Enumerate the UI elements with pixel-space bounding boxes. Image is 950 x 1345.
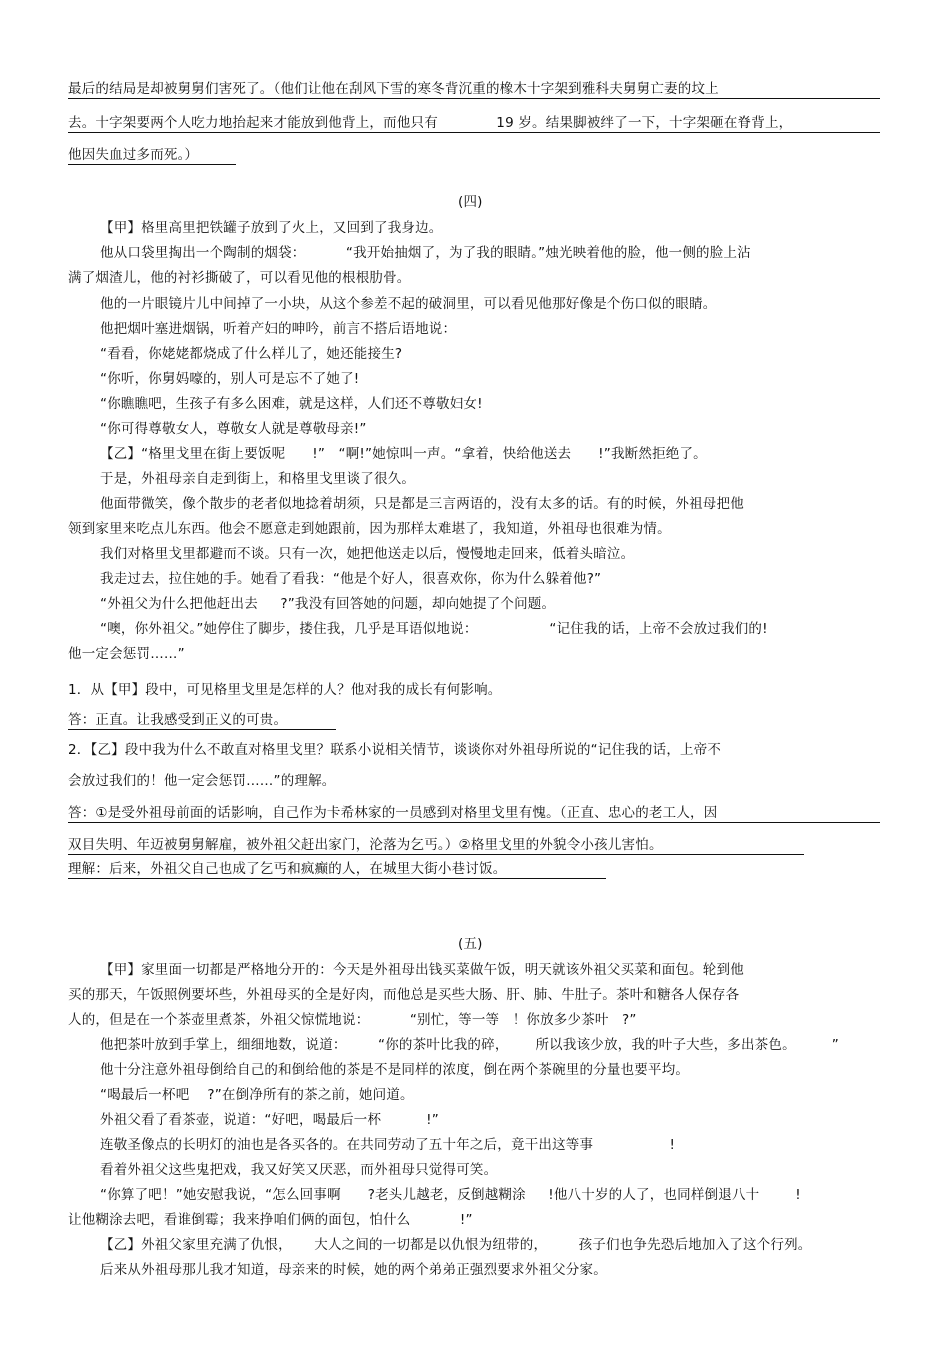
paragraph-continued: 让他糊涂去吧，看谁倒霉；我来挣咱们俩的面包，怕什么 !” bbox=[68, 1212, 473, 1228]
underline-rule bbox=[68, 729, 336, 730]
underline-rule bbox=[68, 98, 880, 99]
paragraph-continued: 买的那天，午饭照例要坏些，外祖母买的全是好肉，而他总是买些大肠、肝、肺、牛肚子。茶叶和糖各人保存各 bbox=[68, 987, 740, 1003]
underline-rule bbox=[68, 164, 236, 165]
answer-continued-line-2: 去。十字架要两个人吃力地抬起来才能放到他背上，而他只有 19 岁。结果脚被绊了一下，十字架砸在脊背上， bbox=[68, 115, 793, 131]
paragraph: “你瞧瞧吧，生孩子有多么困难，就是这样，人们还不尊敬妇女! bbox=[100, 396, 483, 412]
answer-continued-line-3: 他因失血过多而死。） bbox=[68, 147, 199, 163]
paragraph: 【甲】格里高里把铁罐子放到了火上，又回到了我身边。 bbox=[100, 220, 443, 236]
paragraph: “你听，你舅妈嚎的，别人可是忘不了她了! bbox=[100, 371, 360, 387]
paragraph-continued: 人的，但是在一个茶壶里煮茶，外祖父惊慌地说： “别忙，等一等 ！你放多少茶叶 ?” bbox=[68, 1012, 637, 1028]
paragraph: 他面带微笑，像个散步的老者似地捻着胡须，只是都是三言两语的，没有太多的话。有的时候，外祖母把他 bbox=[100, 496, 744, 512]
paragraph: “你可得尊敬女人，尊敬女人就是尊敬母亲!” bbox=[100, 421, 367, 437]
question-2: 2．【乙】段中我为什么不敢直对格里戈里？联系小说相关情节，谈谈你对外祖母所说的“记住我的话，上帝不 bbox=[68, 742, 722, 758]
section-5-heading: (五) bbox=[458, 936, 483, 952]
paragraph: “看看，你姥姥都烧成了什么样儿了，她还能接生? bbox=[100, 346, 403, 362]
underline-rule bbox=[68, 854, 804, 855]
paragraph-continued: 满了烟渣儿，他的衬衫撕破了，可以看见他的根根肋骨。 bbox=[68, 270, 411, 286]
paragraph: 【乙】外祖父家里充满了仇恨， 大人之间的一切都是以仇恨为纽带的， 孩子们也争先恐后地加入了这个行列。 bbox=[100, 1237, 812, 1253]
underline-rule bbox=[68, 822, 880, 823]
paragraph: 看着外祖父这些鬼把戏，我又好笑又厌恶，而外祖母只觉得可笑。 bbox=[100, 1162, 498, 1178]
section-4-heading: (四) bbox=[458, 194, 483, 210]
paragraph: “噢，你外祖父。”她停住了脚步，搂住我，几乎是耳语似地说： “记住我的话，上帝不会放过我们的! bbox=[100, 621, 768, 637]
paragraph: 我走过去，拉住她的手。她看了看我：“他是个好人，很喜欢你，你为什么躲着他?” bbox=[100, 571, 602, 587]
answer-2: 答：①是受外祖母前面的话影响，自己作为卡希林家的一员感到对格里戈里有愧。（正直、忠心的老工人，因 bbox=[68, 805, 718, 821]
paragraph-continued: 他一定会惩罚……” bbox=[68, 646, 185, 662]
paragraph: 连敬圣像点的长明灯的油也是各买各的。在共同劳动了五十年之后，竟干出这等事 ! bbox=[100, 1137, 676, 1153]
underline-rule bbox=[68, 132, 880, 133]
paragraph: 于是，外祖母亲自走到街上，和格里戈里谈了很久。 bbox=[100, 471, 416, 487]
answer-2-understanding: 理解：后来，外祖父自己也成了乞丐和疯癫的人，在城里大街小巷讨饭。 bbox=[68, 861, 507, 877]
question-1: 1．从【甲】段中，可见格里戈里是怎样的人？他对我的成长有何影响。 bbox=[68, 682, 502, 698]
paragraph: 他从口袋里掏出一个陶制的烟袋： “我开始抽烟了，为了我的眼睛。”烛光映着他的脸，他一侧的脸上沾 bbox=[100, 245, 751, 261]
paragraph: 【甲】家里面一切都是严格地分开的：今天是外祖母出钱买菜做午饭，明天就该外祖父买菜和面包。轮到他 bbox=[100, 962, 744, 978]
paragraph: 后来从外祖母那儿我才知道，母亲来的时候，她的两个弟弟正强烈要求外祖父分家。 bbox=[100, 1262, 607, 1278]
paragraph: 他把茶叶放到手掌上，细细地数，说道： “你的茶叶比我的碎， 所以我该少放，我的叶子大些，多出茶色。 ” bbox=[100, 1037, 839, 1053]
paragraph-continued: 领到家里来吃点儿东西。他会不愿意走到她跟前，因为那样太难堪了，我知道，外祖母也很难为情。 bbox=[68, 521, 671, 537]
paragraph: 【乙】“格里戈里在街上要饭呢 !” “啊!”她惊叫一声。“拿着，快给他送去 !”我断然拒绝了。 bbox=[100, 446, 707, 462]
paragraph: 他的一片眼镜片儿中间掉了一小块，从这个参差不起的破洞里，可以看见他那好像是个伤口似的眼睛。 bbox=[100, 296, 717, 312]
paragraph: “你算了吧！”她安慰我说，“怎么回事啊 ?老头儿越老，反倒越糊涂 !他八十岁的人了，也同样倒退八十 ! bbox=[100, 1187, 801, 1203]
question-2-continued: 会放过我们的！他一定会惩罚……”的理解。 bbox=[68, 773, 336, 789]
paragraph: 他十分注意外祖母倒给自己的和倒给他的茶是不是同样的浓度，倒在两个茶碗里的分量也要平均。 bbox=[100, 1062, 690, 1078]
paragraph: “外祖父为什么把他赶出去 ?”我没有回答她的问题，却向她提了个问题。 bbox=[100, 596, 556, 612]
paragraph: 外祖父看了看茶壶，说道：“好吧，喝最后一杯 !” bbox=[100, 1112, 439, 1128]
answer-2-continued: 双目失明、年迈被舅舅解雇，被外祖父赶出家门，沦落为乞丐。）②格里戈里的外貌令小孩儿害怕。 bbox=[68, 837, 663, 853]
answer-continued-line-1: 最后的结局是却被舅舅们害死了。（他们让他在刮风下雪的寒冬背沉重的橡木十字架到雅科夫舅舅亡妻的坟上 bbox=[68, 81, 719, 97]
underline-rule bbox=[68, 878, 606, 879]
paragraph: 他把烟叶塞进烟锅，听着产妇的呻吟，前言不搭后语地说： bbox=[100, 321, 457, 337]
paragraph: 我们对格里戈里都避而不谈。只有一次，她把他送走以后，慢慢地走回来，低着头暗泣。 bbox=[100, 546, 635, 562]
paragraph: “喝最后一杯吧 ?”在倒净所有的茶之前，她问道。 bbox=[100, 1087, 414, 1103]
answer-1: 答：正直。让我感受到正义的可贵。 bbox=[68, 712, 288, 728]
